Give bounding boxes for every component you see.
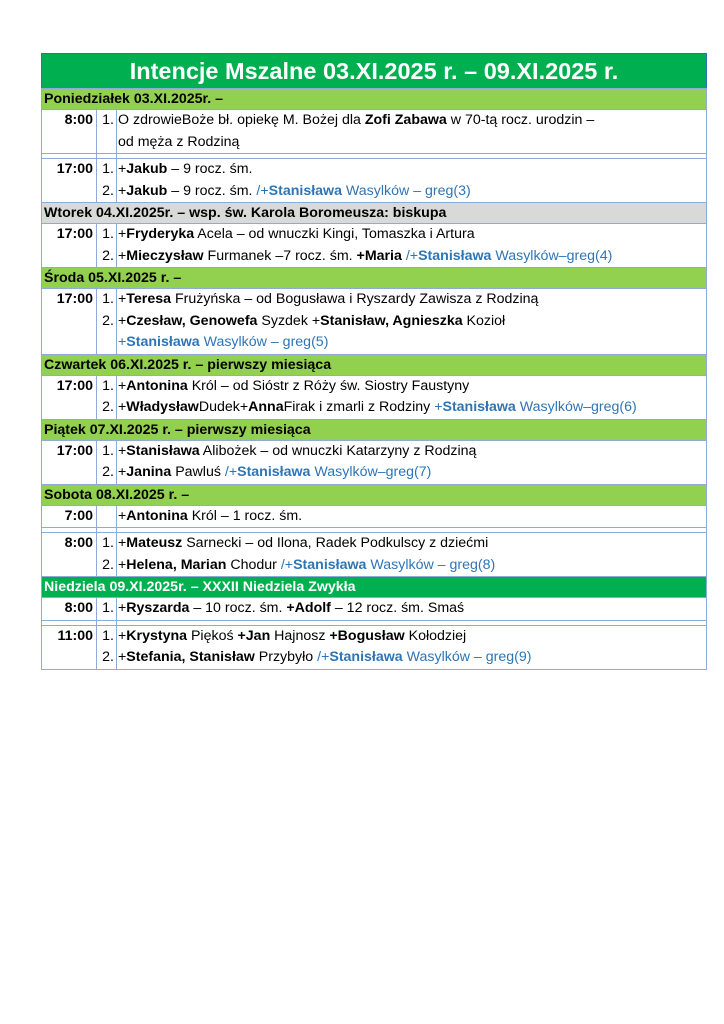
text-segment: – 9 rocz. śm. xyxy=(167,182,257,199)
text-segment: od męża z Rodziną xyxy=(118,133,240,150)
intention-text xyxy=(117,110,707,132)
text-segment: + xyxy=(118,535,127,551)
mass-time: 8:00 xyxy=(42,598,97,621)
intention-number: 1. xyxy=(97,224,117,246)
mass-time: 17:00 xyxy=(42,375,97,397)
text-segment: – 12 rocz. śm. Smaś xyxy=(330,600,465,616)
text-segment: Alibożek – od wnuczki Katarzyny z Rodziną xyxy=(199,442,477,459)
text-segment: Przybyło xyxy=(254,649,318,665)
day-header-row xyxy=(42,354,707,375)
day-header: Czwartek 06.XI.2025 r. – pierwszy miesiąca xyxy=(42,354,707,375)
intention-text xyxy=(117,533,707,555)
text-segment: Kozioł xyxy=(462,312,506,329)
text-segment: +Bogusław xyxy=(329,627,405,644)
text-segment: + xyxy=(118,334,127,350)
text-segment: Zofi Zabawa xyxy=(364,112,447,128)
intention-text xyxy=(117,397,707,419)
text-segment: Furmanek –7 rocz. śm. xyxy=(203,247,357,264)
mass-time xyxy=(42,462,97,484)
intention-number: 1. xyxy=(97,159,117,181)
text-segment: Piękoś xyxy=(187,627,238,644)
intention-row xyxy=(42,224,707,246)
text-segment: Firak i zmarli z Rodziny xyxy=(283,399,435,415)
intention-text xyxy=(117,159,707,181)
text-segment: Mateusz xyxy=(126,535,183,551)
intention-row xyxy=(42,332,707,354)
mass-time xyxy=(42,332,97,354)
text-segment: +Jan xyxy=(237,627,271,644)
intention-row xyxy=(42,246,707,268)
intention-text xyxy=(117,132,707,154)
intention-row xyxy=(42,505,707,528)
intention-number: 1. xyxy=(97,598,117,621)
text-segment: Stanisława xyxy=(237,464,311,480)
intention-number xyxy=(97,332,117,354)
text-segment: + xyxy=(118,182,127,199)
text-segment: Stanisława xyxy=(442,399,516,415)
text-segment: Sarnecki – od Ilona, Radek Podkulscy z dziećmi xyxy=(182,535,489,551)
day-header-row xyxy=(42,577,707,598)
intention-row xyxy=(42,289,707,311)
text-segment: Stanisława xyxy=(293,556,367,573)
intention-row xyxy=(42,181,707,203)
intention-text xyxy=(117,311,707,333)
intention-row xyxy=(42,647,707,669)
text-segment: + xyxy=(118,312,127,329)
text-segment: + xyxy=(118,507,127,524)
intention-text xyxy=(117,462,707,484)
intention-row xyxy=(42,462,707,484)
day-header-row xyxy=(42,419,707,440)
intention-row xyxy=(42,159,707,181)
text-segment: /+ xyxy=(280,556,294,573)
text-segment: Władysław xyxy=(126,399,199,415)
intention-row xyxy=(42,440,707,462)
intention-number: 2. xyxy=(97,181,117,203)
intention-text xyxy=(117,224,707,246)
text-segment: – 10 rocz. śm. xyxy=(189,600,287,616)
text-segment: + xyxy=(118,627,127,644)
text-segment: + xyxy=(118,161,127,177)
intention-text xyxy=(117,647,707,669)
intention-number xyxy=(97,132,117,154)
text-segment: Jakub xyxy=(126,182,168,199)
intention-text xyxy=(117,625,707,647)
intention-row xyxy=(42,625,707,647)
text-segment: Antonina xyxy=(126,377,188,394)
text-segment: +Maria xyxy=(356,247,402,264)
intention-row xyxy=(42,598,707,621)
text-segment: Wasylków – greg(5) xyxy=(199,334,329,350)
day-header: Poniedziałek 03.XI.2025r. – xyxy=(42,89,707,110)
intention-text xyxy=(117,181,707,203)
text-segment: + xyxy=(118,247,127,264)
text-segment: Janina xyxy=(126,464,172,480)
text-segment: + xyxy=(118,464,127,480)
text-segment: Acela – od wnuczki Kingi, Tomaszka i Artura xyxy=(194,226,475,242)
day-header-row xyxy=(42,268,707,289)
text-segment: Chodur xyxy=(226,556,281,573)
text-segment: Antonina xyxy=(126,507,188,524)
intention-number: 1. xyxy=(97,440,117,462)
mass-time: 7:00 xyxy=(42,505,97,528)
intention-row xyxy=(42,110,707,132)
intention-text xyxy=(117,246,707,268)
text-segment: O zdrowieBoże bł. opiekę M. Bożej dla xyxy=(118,112,365,128)
mass-time xyxy=(42,132,97,154)
day-header: Sobota 08.XI.2025 r. – xyxy=(42,484,707,505)
text-segment: Helena, Marian xyxy=(126,556,227,573)
intention-text xyxy=(117,555,707,577)
text-segment: Stefania, Stanisław xyxy=(126,649,255,665)
text-segment: Jakub xyxy=(126,161,168,177)
intention-row xyxy=(42,311,707,333)
day-header: Wtorek 04.XI.2025r. – wsp. św. Karola Boromeusza: biskupa xyxy=(42,203,707,224)
text-segment: + xyxy=(118,442,127,459)
text-segment: Mieczysław xyxy=(126,247,204,264)
text-segment: + xyxy=(118,377,127,394)
text-segment: + xyxy=(118,600,127,616)
text-segment: + xyxy=(118,399,127,415)
intention-number: 2. xyxy=(97,311,117,333)
text-segment: /+ xyxy=(256,182,269,199)
text-segment: Krystyna xyxy=(126,627,188,644)
text-segment: Wasylków – greg(9) xyxy=(402,649,532,665)
intention-number: 2. xyxy=(97,246,117,268)
day-header-row xyxy=(42,203,707,224)
text-segment: Stanisława xyxy=(329,649,403,665)
intention-number xyxy=(97,505,117,528)
intentions-table xyxy=(41,88,707,670)
text-segment: Frużyńska – od Bogusława i Ryszardy Zawisza z Rodziną xyxy=(171,291,539,307)
day-header: Piątek 07.XI.2025 r. – pierwszy miesiąca xyxy=(42,419,707,440)
mass-time xyxy=(42,246,97,268)
text-segment: Dudek+ xyxy=(198,399,249,415)
day-header-row xyxy=(42,484,707,505)
text-segment: – 9 rocz. śm. xyxy=(167,161,253,177)
intention-number: 1. xyxy=(97,110,117,132)
intention-number: 2. xyxy=(97,462,117,484)
intention-number: 1. xyxy=(97,533,117,555)
text-segment: w 70-tą rocz. urodzin – xyxy=(446,112,595,128)
mass-time: 11:00 xyxy=(42,625,97,647)
text-segment: + xyxy=(434,399,443,415)
text-segment: Stanisław, Agnieszka xyxy=(320,312,463,329)
text-segment: Ryszarda xyxy=(126,600,190,616)
text-segment: Wasylków–greg(4) xyxy=(491,247,613,264)
intention-text xyxy=(117,375,707,397)
intention-number: 2. xyxy=(97,555,117,577)
intention-text xyxy=(117,505,707,528)
text-segment: Pawluś xyxy=(171,464,225,480)
text-segment: Wasylków – greg(3) xyxy=(341,182,471,199)
text-segment: Stanisława xyxy=(268,182,342,199)
text-segment: + xyxy=(118,226,127,242)
text-segment: + xyxy=(118,291,127,307)
intention-text xyxy=(117,440,707,462)
intention-number: 1. xyxy=(97,625,117,647)
text-segment: Teresa xyxy=(126,291,171,307)
text-segment: Wasylków – greg(8) xyxy=(366,556,496,573)
text-segment: Wasylków–greg(6) xyxy=(515,399,637,415)
text-segment: Król – od Sióstr z Róży św. Siostry Faustyny xyxy=(187,377,470,394)
text-segment: /+ xyxy=(224,464,238,480)
intentions-sheet xyxy=(41,53,707,670)
intention-text xyxy=(117,289,707,311)
mass-time xyxy=(42,181,97,203)
intention-row xyxy=(42,132,707,154)
mass-time: 17:00 xyxy=(42,440,97,462)
intention-row xyxy=(42,397,707,419)
text-segment: Stanisława xyxy=(126,442,200,459)
text-segment: +Adolf xyxy=(286,600,331,616)
day-header: Niedziela 09.XI.2025r. – XXXII Niedziela Zwykła xyxy=(42,577,707,598)
day-header-row xyxy=(42,89,707,110)
mass-time: 17:00 xyxy=(42,159,97,181)
text-segment: Anna xyxy=(248,399,284,415)
text-segment: Wasylków–greg(7) xyxy=(310,464,432,480)
intention-row xyxy=(42,375,707,397)
mass-time xyxy=(42,555,97,577)
text-segment: + xyxy=(118,649,127,665)
day-header: Środa 05.XI.2025 r. – xyxy=(42,268,707,289)
mass-time xyxy=(42,647,97,669)
intention-row xyxy=(42,533,707,555)
intention-number: 1. xyxy=(97,289,117,311)
text-segment: Syzdek + xyxy=(257,312,321,329)
mass-time: 8:00 xyxy=(42,110,97,132)
intention-number: 2. xyxy=(97,397,117,419)
text-segment: Król – 1 rocz. śm. xyxy=(187,507,303,524)
text-segment: + xyxy=(118,556,127,573)
page-title: Intencje Mszalne 03.XI.2025 r. – 09.XI.2025 r. xyxy=(41,53,707,88)
text-segment: /+ xyxy=(401,247,419,264)
mass-time: 8:00 xyxy=(42,533,97,555)
intention-text xyxy=(117,332,707,354)
mass-time: 17:00 xyxy=(42,289,97,311)
mass-time xyxy=(42,397,97,419)
intention-number: 1. xyxy=(97,375,117,397)
text-segment: Fryderyka xyxy=(126,226,195,242)
text-segment: Stanisława xyxy=(126,334,200,350)
mass-time: 17:00 xyxy=(42,224,97,246)
text-segment: /+ xyxy=(317,649,330,665)
text-segment: Stanisława xyxy=(418,247,492,264)
intention-text xyxy=(117,598,707,621)
intention-row xyxy=(42,555,707,577)
mass-time xyxy=(42,311,97,333)
text-segment: Kołodziej xyxy=(404,627,467,644)
text-segment: Hajnosz xyxy=(270,627,330,644)
intention-number: 2. xyxy=(97,647,117,669)
text-segment: Czesław, Genowefa xyxy=(126,312,258,329)
